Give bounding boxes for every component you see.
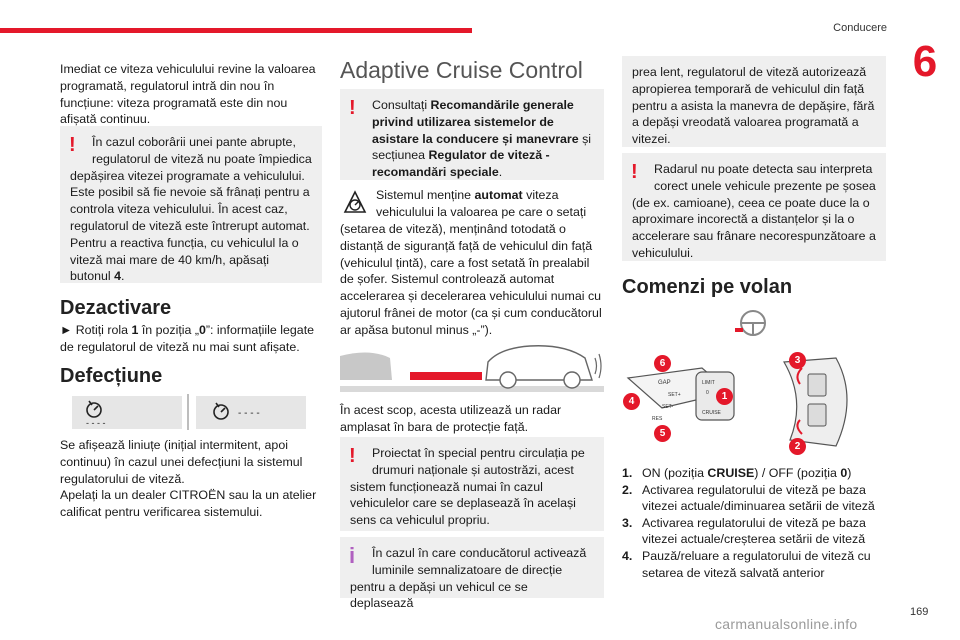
warning-box-slope	[60, 126, 322, 283]
system-description: (setarea de viteză), menținând totodată o distanță de siguranță față de vehiculul din față (vehiculul țintă), care a fost setată în prealabil de șofer. Sistemul controlează automat accelerarea și decelerarea vehiculului numai cu ajutorul frânei de motor (ca și cum conducătorul ar apăsa butonul minus „-”).	[340, 222, 602, 337]
adaptive-speedometer-icon	[196, 396, 306, 429]
list-item: 2. Activarea regulatorului de viteză pe baza vitezei actuale/diminuarea setării de viteză	[622, 482, 875, 514]
callout-4: 4	[623, 393, 640, 410]
section-title-deactivation: Dezactivare	[60, 297, 172, 319]
section-title-controls: Comenzi pe volan	[622, 276, 793, 298]
warning-box-roads: ! Proiectat în special pentru circulația pe drumuri naționale și autostrăzi, acest sistem funcționează numai în cazul vehiculelor care se deplasează în același sens ca vehiculul propriu.	[340, 437, 604, 531]
warning-box-radar: ! Radarul nu poate detecta sau interpreta corect unele vehicule prezente pe șosea (de ex. camioane), ceea ce poate duce la o aproximare incorectă a distanțelor și la o accelerare sau frânare necorespunzătoare a vehiculului.	[622, 153, 886, 261]
steering-wheel-icon	[735, 308, 771, 338]
dashboard-display-2	[196, 396, 306, 429]
speedometer-icon	[72, 396, 182, 429]
svg-text:RES: RES	[652, 416, 663, 422]
failure-text-1: Se afișează liniuțe (inițial intermitent, apoi continuu) în cazul unei defecțiuni la sistemul regulatorului de viteză.	[60, 438, 303, 486]
warning-icon: !	[349, 97, 356, 119]
svg-text:SET-: SET-	[662, 404, 674, 410]
watermark: carmanualsonline.info	[715, 616, 858, 632]
svg-text:LIMIT: LIMIT	[702, 380, 715, 386]
warning-box-recommendations	[340, 89, 604, 180]
page-number: 169	[910, 606, 929, 618]
svg-text:SET+: SET+	[668, 392, 681, 398]
acc-system-icon	[340, 187, 370, 217]
info-icon: i	[349, 543, 356, 568]
chapter-number: 6	[912, 37, 938, 86]
warning-icon: !	[631, 161, 638, 183]
arrow-icon: ►	[60, 323, 73, 337]
warning-icon: !	[69, 134, 76, 156]
controls-list	[622, 465, 886, 581]
radar-car-illustration	[340, 334, 604, 392]
svg-text:- - - -: - - - -	[238, 408, 260, 419]
failure-text-2: Apelați la un dealer CITROËN sau la un atelier calificat pentru verificarea sistemului.	[60, 488, 317, 519]
dashes-text: - - - -	[86, 418, 106, 428]
list-item: 3. Activarea regulatorului de viteză pe baza vitezei actuale/creșterea setării de viteză	[622, 515, 866, 547]
svg-text:GAP: GAP	[658, 380, 671, 386]
section-title-acc: Adaptive Cruise Control	[340, 57, 583, 83]
radar-text: În acest scop, acesta utilizează un radar amplasat în bara de protecție față.	[340, 403, 562, 434]
svg-text:CRUISE: CRUISE	[702, 410, 721, 416]
continued-box	[622, 56, 886, 147]
section-title-failure: Defecțiune	[60, 365, 163, 387]
callout-1: 1	[716, 388, 733, 405]
section-name: Conducere	[833, 22, 887, 34]
warning-icon: !	[349, 445, 356, 467]
dashboard-display-1	[72, 396, 182, 429]
callout-3: 3	[789, 352, 806, 369]
header-accent-bar	[0, 28, 472, 33]
svg-text:0: 0	[706, 390, 709, 396]
continued-text: prea lent, regulatorul de viteză autorizează apropierea temporară de vehiculul din față pentru a asista la manevra de depășire, fără a depăși vreodată valoarea programată a vitezei.	[632, 65, 875, 147]
display-separator	[187, 394, 189, 430]
list-item: 4. Pauză/reluare a regulatorului de viteză cu setarea de viteză salvată anterior	[622, 548, 871, 580]
callout-5: 5	[654, 425, 671, 442]
list-item: 1. ON (poziția CRUISE) / OFF (poziția 0)	[622, 466, 852, 480]
warning-text: Consultați Recomandările generale privind utilizarea sistemelor de asistare la conducere și manevrare și secțiunea Regulator de viteză - recomandări speciale.	[372, 98, 592, 180]
warning-first-line: În cazul coborârii unei pante abrupte, regulatorul de viteză nu poate împiedica	[92, 135, 312, 166]
callout-2: 2	[789, 438, 806, 455]
button-ref: 4	[114, 269, 122, 284]
callout-6: 6	[654, 355, 671, 372]
info-box-overtaking: i În cazul în care conducătorul activează luminile semnalizatoare de direcție pentru a depăși un vehicul ce se deplasează	[340, 537, 604, 598]
intro-paragraph: Imediat ce viteza vehiculului revine la valoarea programată, regulatorul intră din nou în funcțiune: viteza programată este din nou afișată continuu.	[60, 62, 316, 127]
warning-text: depășirea vitezei programate a vehiculului. Este posibil să fie nevoie să frânați pentru a controla viteza vehiculului. În acest caz, regulatorul de viteză este întrerupt automat. Pentru a reactiva funcția, cu vehiculul la o viteză mai mare de 40 km/h, apăsați butonul 4.	[70, 168, 310, 284]
system-first-lines: Sistemul menține automat viteza vehiculului la valoarea pe care o setați	[376, 188, 587, 219]
deactivation-text: ► Rotiți rola 1 în poziția „0”: informațiile legate de regulatorul de viteză nu mai sunt afișate.	[60, 323, 315, 354]
